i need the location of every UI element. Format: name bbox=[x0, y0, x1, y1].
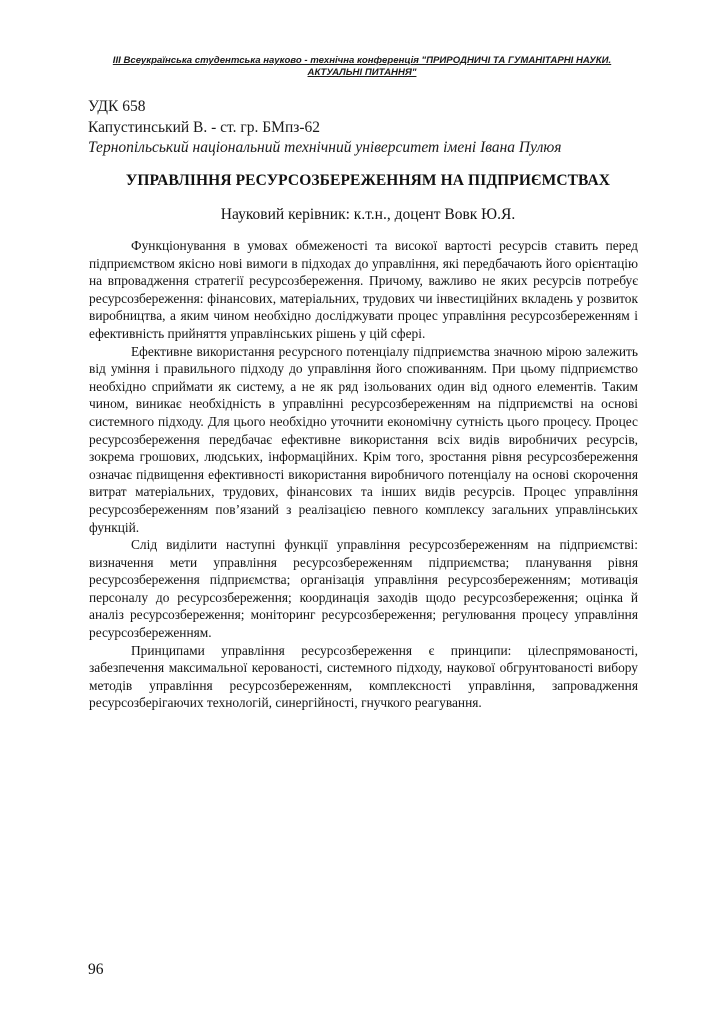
paragraph-2: Ефективне використання ресурсного потенціалу підприємства значною мірою залежить від уміння і правильного підходу до управління його споживанням. При цьому підприємство необхідно сприймати як систему, а не як ряд ізольованих один від одного елементів. Таким чином, виникає необхідність в управлінні ресурсозбереженням на підприємстві на основі системного підходу. Для цього необхідно уточнити економічну сутність цього процесу. Процес ресурсозбереження передбачає ефективне використання всіх видів виробничих ресурсів, зокрема грошових, людських, інформаційних. Крім того, зростання рівня ресурсозбереження означає підвищення ефективності використання виробничого потенціалу на основі скорочення витрат матеріальних, трудових, фінансових та інших видів ресурсів. Процес управління ресурсозбереженням пов’язаний з реалізацією певного комплексу загальних управлінських функцій. bbox=[89, 343, 638, 535]
author-line: Капустинський В. - ст. гр. БМпз-62 bbox=[88, 118, 321, 136]
paragraph-4: Принципами управління ресурсозбереження є принципи: цілеспрямованості, забезпечення максимальної керованості, системного підходу, наукової обгрунтованості вибору методів управління ресурсозбереженням, комплексності управління, запровадження ресурсозберігаючих технологій, синергійності, гнучкого реагування. bbox=[89, 642, 638, 711]
affiliation: Тернопільський національний технічний університет імені Івана Пулюя bbox=[88, 139, 562, 156]
article-body bbox=[89, 237, 638, 712]
running-header-line-1: ІІІ Всеукраїнська студентська науково - технічна конференція "ПРИРОДНИЧІ ТА ГУМАНІТАРНІ НАУКИ. bbox=[112, 55, 612, 66]
supervisor-line: Науковий керівник: к.т.н., доцент Вовк Ю.Я. bbox=[220, 206, 516, 223]
paragraph-3: Слід виділити наступні функції управління ресурсозбереженням на підприємстві: визначення мети управління ресурсозбереженням підприємства; планування рівня ресурсозбереження підприємства; організація управління ресурсозбереженням; мотивація персоналу до ресурсозбереження; координація заходів щодо ресурсозбереження; оцінка й аналіз ресурсозбереження; моніторинг ресурсозбереження; регулювання процесу управління ресурсозбереженням. bbox=[89, 537, 638, 641]
article-meta bbox=[88, 97, 648, 159]
udk-code: УДК 658 bbox=[88, 98, 146, 115]
running-header bbox=[96, 55, 628, 79]
running-header-line-2: АКТУАЛЬНІ ПИТАННЯ" bbox=[307, 67, 417, 78]
paragraph-1: Функціонування в умовах обмеженості та високої вартості ресурсів ставить перед підприємством якісно нові вимоги в підходах до управління, які передбачають його орієнтацію на впровадження стратегії ресурсозбереження. Причому, важливо не яких ресурсів потребує ресурсозбереження: фінансових, матеріальних, трудових чи інвестиційних вкладень у розвиток виробництва, а яким чином необхідно досліджувати процес управління ресурсозбереженням і ефективність прийняття управлінських рішень у цій сфері. bbox=[89, 238, 638, 341]
article-title: УПРАВЛІННЯ РЕСУРСОЗБЕРЕЖЕННЯМ НА ПІДПРИЄМСТВАХ bbox=[125, 172, 611, 189]
page-number: 96 bbox=[88, 961, 104, 978]
